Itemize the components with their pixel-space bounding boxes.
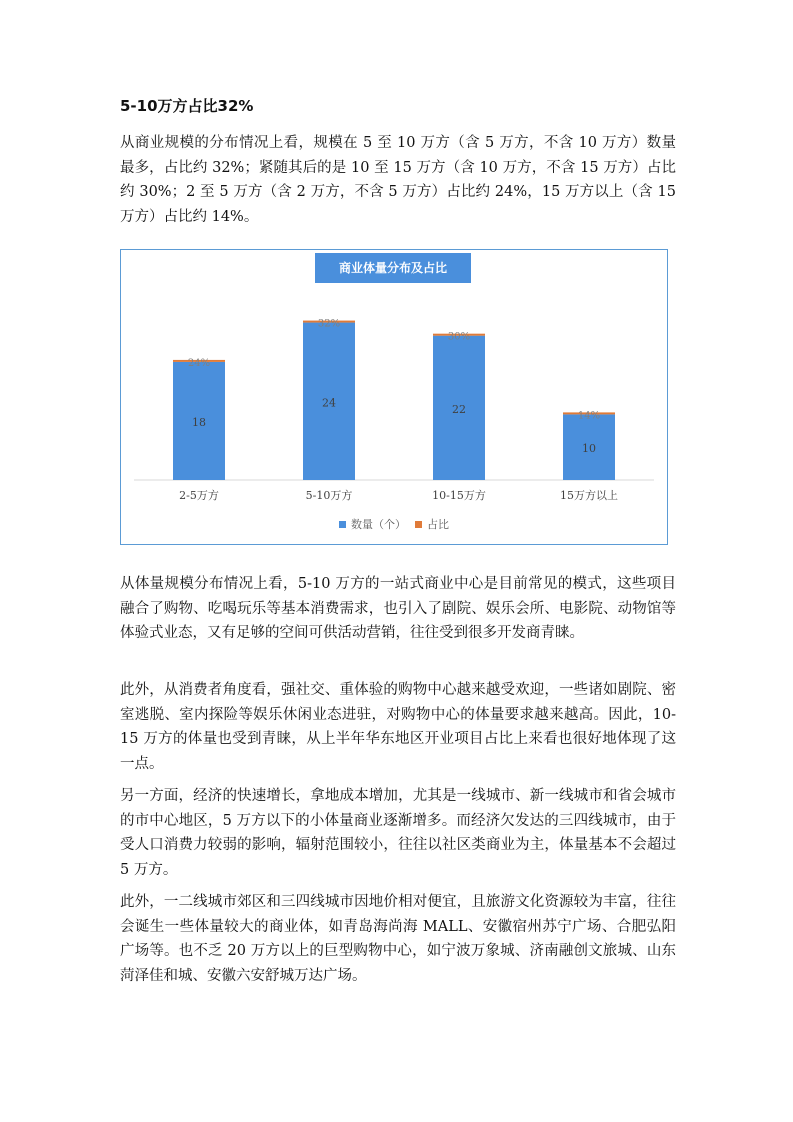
paragraph-one-stop-centers: 从体量规模分布情况上看，5-10 万方的一站式商业中心是目前常见的模式，这些项目融合了购物、吃喝玩乐等基本消费需求，也引入了剧院、娱乐会所、电影院、动物馆等体验式业态，又有足够的空间可供活动营销，往往受到很多开发商青睐。 (120, 576, 676, 641)
chart-title: 商业体量分布及占比 (338, 261, 447, 275)
legend-swatch-count (339, 521, 346, 528)
data-label-count: 24 (322, 396, 336, 410)
paragraph-large-malls: 此外，一二线城市郊区和三四线城市因地价相对便宜，且旅游文化资源较为丰富，往往会诞生一些体量较大的商业体，如青岛海尚海 MALL、安徽宿州苏宁广场、合肥弘阳广场等。也不乏 20 万方以上的巨型购物中心，如宁波万象城、济南融创文旅城、山东菏泽佳和城、安徽六安舒城万达广场。 (120, 894, 676, 984)
data-label-share: 24% (187, 357, 211, 369)
data-label-count: 22 (452, 402, 466, 416)
legend-label-count: 数量（个） (351, 518, 406, 531)
legend-label-share: 占比 (427, 518, 449, 531)
paragraph-scale-distribution: 从商业规模的分布情况上看，规模在 5 至 10 万方（含 5 万方，不含 10 万方）数量最多，占比约 32%；紧随其后的是 10 至 15 万方（含 10 万方，不含 15 万方）占比约 30%；2 至 5 万方（含 2 万方，不含 5 万方）占比约 24%，15 万方以上（含 15 万方）占比约 14%。 (120, 135, 676, 225)
bar-chart (121, 250, 667, 544)
x-tick-label: 2-5万方 (179, 489, 219, 502)
data-label-share: 14% (577, 410, 601, 422)
chart-container (120, 249, 668, 545)
data-label-count: 18 (192, 415, 206, 429)
section-heading: 5-10万方占比32% (120, 97, 254, 115)
legend-swatch-share (415, 521, 422, 528)
data-label-share: 30% (447, 331, 471, 343)
paragraph-economic-growth: 另一方面，经济的快速增长，拿地成本增加，尤其是一线城市、新一线城市和省会城市的市中心地区，5 万方以下的小体量商业逐渐增多。而经济欠发达的三四线城市，由于受人口消费力较弱的影响，辐射范围较小，往往以社区类商业为主，体量基本不会超过 5 万方。 (120, 788, 676, 878)
paragraph-consumer-view: 此外，从消费者角度看，强社交、重体验的购物中心越来越受欢迎，一些诸如剧院、密室逃脱、室内探险等娱乐休闲业态进驻，对购物中心的体量要求越来越高。因此，10-15 万方的体量也受到青睐，从上半年华东地区开业项目占比上来看也很好地体现了这一点。 (120, 682, 676, 772)
data-label-count: 10 (582, 442, 596, 456)
x-tick-label: 15万方以上 (560, 489, 618, 502)
x-tick-label: 10-15万方 (432, 489, 486, 502)
x-tick-label: 5-10万方 (305, 489, 353, 502)
data-label-share: 32% (317, 318, 341, 330)
